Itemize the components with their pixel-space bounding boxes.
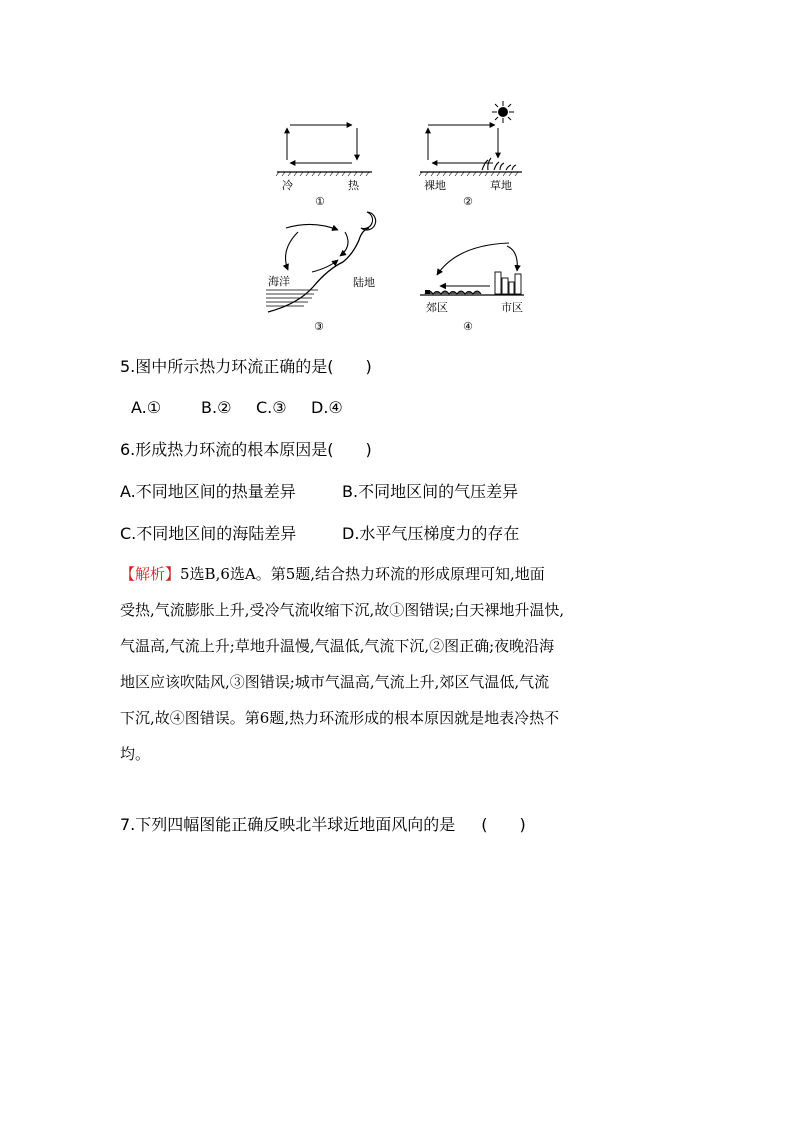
fig1-left-label: 冷 (282, 179, 293, 192)
q6-option-b: B.不同地区间的气压差异 (342, 482, 519, 501)
analysis-line-1 (120, 556, 690, 592)
fig1-right-label: 热 (348, 179, 359, 192)
analysis-tag: 【解析】 (120, 565, 181, 583)
city-buildings-icon (495, 272, 521, 294)
grass-icon (482, 158, 516, 170)
fig4-left-label: 郊区 (426, 301, 448, 314)
q6-stem: 6.形成热力环流的根本原因是 (120, 440, 328, 459)
fig3-right-label: 陆地 (353, 276, 375, 289)
figure-3 (266, 212, 376, 333)
q5-option-a: A.① (131, 398, 162, 417)
fig1-number: ① (315, 195, 325, 208)
analysis-text-1: 5选B,6选A。第5题,结合热力环流的形成原理可知,地面 (180, 565, 545, 583)
q6-answer-bracket: ( ) (327, 440, 372, 459)
q5-answer-bracket: ( ) (327, 357, 372, 376)
moon-icon (361, 212, 376, 230)
fig4-right-label: 市区 (501, 301, 523, 314)
q6-option-d: D.水平气压梯度力的存在 (342, 524, 520, 543)
q5-options (131, 397, 343, 419)
figure-1 (276, 125, 372, 208)
analysis-line-5: 下沉,故④图错误。第6题,热力环流形成的根本原因就是地表冷热不 (120, 709, 560, 727)
fig2-number: ② (463, 195, 473, 208)
q7-answer-bracket: ( ) (481, 815, 526, 834)
q5-stem: 5.图中所示热力环流正确的是 (120, 357, 328, 376)
fig2-right-label: 草地 (490, 179, 512, 192)
q6-options-row-2 (120, 523, 519, 545)
figure-2 (419, 101, 522, 208)
analysis-line-3: 气温高,气流上升;草地升温慢,气温低,气流下沉,②图正确;夜晚沿海 (120, 637, 555, 655)
question-5 (120, 356, 372, 378)
q5-option-d: D.④ (311, 398, 343, 417)
fig3-left-label: 海洋 (268, 275, 290, 288)
figure-4 (420, 243, 524, 333)
analysis-line-2: 受热,气流膨胀上升,受冷气流收缩下沉,故①图错误;白天裸地升温快, (120, 601, 565, 619)
question-6 (120, 439, 372, 461)
analysis-line-6: 均。 (120, 745, 151, 763)
q5-option-b: B.② (201, 398, 232, 417)
analysis-line-4: 地区应该吹陆风,③图错误;城市气温高,气流上升,郊区气温低,气流 (120, 673, 550, 691)
fig2-left-label: 裸地 (424, 179, 446, 192)
q6-option-c: C.不同地区间的海陆差异 (120, 524, 297, 543)
question-7 (120, 814, 526, 836)
q5-option-c: C.③ (256, 398, 287, 417)
fig3-number: ③ (314, 320, 324, 333)
q7-stem: 7.下列四幅图能正确反映北半球近地面风向的是 (120, 815, 456, 834)
fig4-number: ④ (463, 320, 473, 333)
suburb-vegetation-icon (425, 290, 481, 294)
q6-options-row-1 (120, 481, 518, 503)
sun-icon (492, 101, 514, 123)
thermal-circulation-figures (0, 0, 794, 345)
q6-option-a: A.不同地区间的热量差异 (120, 482, 296, 501)
analysis-block (120, 556, 690, 772)
